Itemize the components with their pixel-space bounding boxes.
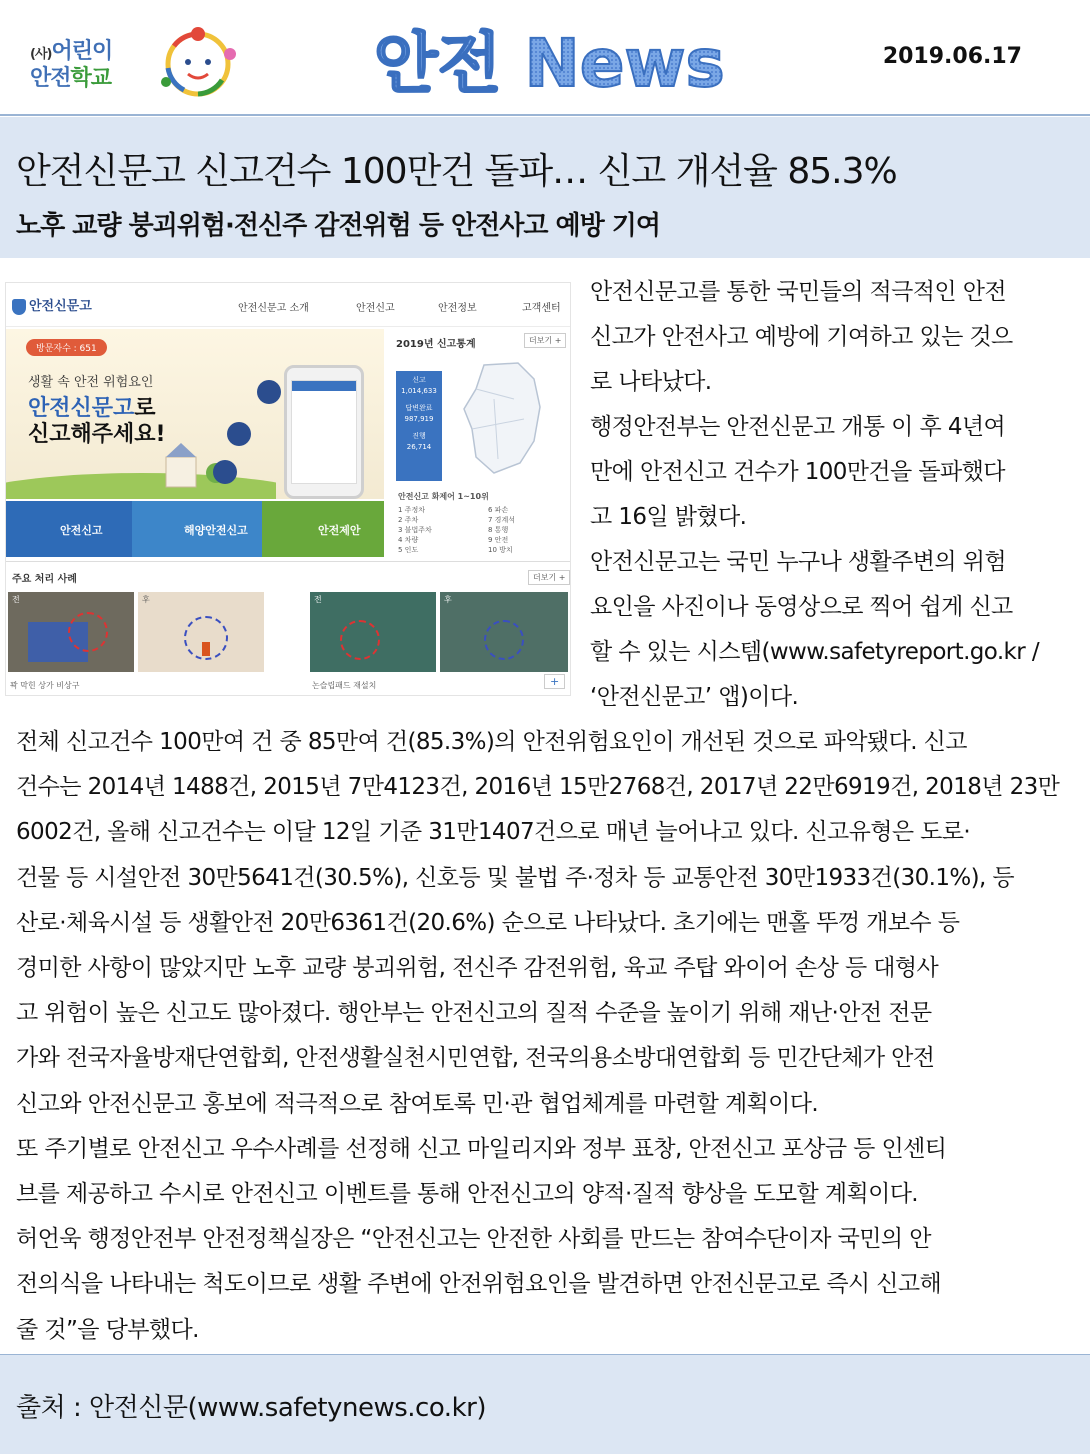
site-menu-about: 안전신문고 소개 — [238, 303, 309, 314]
intro-line: 고 16일 밝혔다. — [590, 504, 747, 530]
hazard-icon-3 — [226, 421, 252, 447]
headline: 안전신문고 신고건수 100만건 돌파… 신고 개선율 85.3% — [16, 151, 897, 192]
site-logo: 안전신문고 — [12, 295, 92, 315]
stats-more-button: 더보기 + — [524, 333, 566, 348]
logo-prefix: (사) — [30, 47, 52, 62]
body-paragraph — [16, 720, 1080, 1353]
korea-map-icon — [454, 359, 550, 479]
intro-line: 할 수 있는 시스템(www.safetyreport.go.kr / — [590, 639, 1039, 665]
report-button: 안전신고 — [6, 501, 132, 557]
intro-line: 로 나타났다. — [590, 369, 712, 395]
phone-illustration — [284, 365, 364, 499]
case-2-caption: 논슬립패드 재설치 — [312, 681, 377, 690]
case-1-after-photo: 후 — [138, 592, 264, 672]
masthead-title — [370, 14, 730, 104]
body-line: 6002건, 올해 신고건수는 이달 12일 기준 31만1407건으로 매년 늘어나고 있다. 신고유형은 도로· — [16, 819, 971, 846]
body-line: 브를 제공하고 수시로 안전신고 이벤트를 통해 안전신고의 양적·질적 향상을 도모할 계획이다. — [16, 1181, 919, 1208]
org-logo — [30, 24, 250, 100]
title-band — [0, 117, 1090, 258]
body-line: 전체 신고건수 100만여 건 중 85만여 건(85.3%)의 안전위험요인이 개선된 것으로 파악됐다. 신고 — [16, 729, 967, 755]
body-line: 신고와 안전신문고 홍보에 적극적으로 참여토록 민·관 협업체계를 마련할 계획이다. — [16, 1090, 819, 1117]
intro-line: 요인을 사진이나 동영상으로 찍어 쉽게 신고 — [590, 594, 1013, 620]
hazard-icon-2 — [212, 459, 238, 485]
site-action-buttons — [6, 501, 384, 557]
intro-line: 행정안전부는 안전신문고 개통 이 후 4년여 — [590, 414, 1006, 440]
banner-small-text: 생활 속 안전 위험요인 — [28, 375, 154, 390]
logo-line2-a: 안전 — [30, 66, 71, 91]
safety-report-site-screenshot — [5, 282, 571, 696]
marine-report-button: 해양안전신고 — [132, 501, 262, 557]
body-line: 허언욱 행정안전부 안전정책실장은 “안전신고는 안전한 사회를 만드는 참여수단이자 국민의 안 — [16, 1226, 931, 1253]
subheadline: 노후 교량 붕괴위험·전신주 감전위험 등 안전사고 예방 기여 — [16, 211, 661, 241]
intro-line: 안전신문고를 통한 국민들의 적극적인 안전 — [590, 279, 1006, 305]
masthead-text: 안전 News — [374, 25, 725, 102]
site-menu-info: 안전정보 — [438, 303, 477, 314]
logo-line2-b: 학교 — [70, 66, 112, 91]
case-1-before-photo: 전 — [8, 592, 134, 672]
body-line: 줄 것”을 당부했다. — [16, 1316, 199, 1343]
cases-section — [6, 561, 571, 696]
body-line: 전의식을 나타내는 척도이므로 생활 주변에 안전위험요인을 발견하면 안전신문고로 즉시 신고해 — [16, 1271, 942, 1298]
logo-line1: 어린이 — [51, 39, 113, 64]
stats-panel — [388, 329, 571, 485]
mascot-icon — [154, 24, 244, 100]
body-line: 경미한 사항이 많았지만 노후 교량 붕괴위험, 전신주 감전위험, 육교 주탑 와이어 손상 등 대형사 — [16, 955, 939, 982]
site-banner — [6, 329, 384, 499]
banner-big-text-1: 안전신문고로 — [28, 396, 156, 421]
case-2-after-photo: 후 — [440, 592, 568, 672]
suggestion-button: 안전제안 — [262, 501, 384, 557]
site-menu-report: 안전신고 — [356, 303, 395, 314]
hazard-icon-1 — [256, 379, 282, 405]
intro-line: ‘안전신문고’ 앱)이다. — [590, 684, 799, 710]
intro-line: 신고가 안전사고 예방에 기여하고 있는 것으 — [590, 324, 1013, 350]
case-1-caption: 꽉 막힌 상가 비상구 — [10, 681, 80, 690]
intro-line: 안전신문고는 국민 누구나 생활주변의 위험 — [590, 549, 1006, 575]
site-nav — [6, 283, 571, 327]
site-menu-support: 고객센터 — [522, 303, 561, 314]
case-2-before-photo: 전 — [310, 592, 436, 672]
body-line: 또 주기별로 안전신고 우수사례를 선정해 신고 마일리지와 정부 표창, 안전신고 포상금 등 인센티 — [16, 1135, 947, 1162]
stats-title: 2019년 신고통계 — [396, 339, 476, 350]
stats-box: 신고 1,014,633 답변완료 987,919 진행 26,714 — [396, 371, 442, 481]
banner-big-text-2: 신고해주세요! — [28, 422, 166, 447]
source-credit: 출처 : 안전신문(www.safetynews.co.kr) — [16, 1393, 486, 1423]
intro-line: 만에 안전신고 건수가 100만건을 돌파했다 — [590, 459, 1005, 485]
cases-more-button: 더보기 + — [528, 570, 570, 585]
body-line: 건물 등 시설안전 30만5641건(30.5%), 신호등 및 불법 주·정차 등 교통안전 30만1933건(30.1%), 등 — [16, 864, 1015, 891]
header — [0, 0, 1090, 116]
body-line: 가와 전국자율방재단연합회, 안전생활실천시민연합, 전국의용소방대연합회 등 민간단체가 안전 — [16, 1045, 935, 1072]
footer-band — [0, 1354, 1090, 1454]
keyword-ranking: 안전신고 화제어 1~10위 1 주정차 2 주차 3 불법주차 4 차량 5 인도 6 파손 7 경계석 8 통행 9 안전 10 방치 — [398, 492, 515, 554]
body-line: 산로·체육시설 등 생활안전 20만6361건(20.6%) 순으로 나타났다. 초기에는 맨홀 뚜껑 개보수 등 — [16, 909, 960, 936]
cases-title: 주요 처리 사례 — [12, 574, 77, 585]
visitor-count: 방문자수 : 651 — [26, 339, 107, 356]
plus-icon: + — [544, 674, 565, 689]
shield-icon — [12, 299, 26, 315]
body-line: 고 위험이 높은 신고도 많아졌다. 행안부는 안전신고의 질적 수준을 높이기 위해 재난·안전 전문 — [16, 1000, 932, 1027]
intro-paragraph — [590, 270, 1080, 720]
issue-date: 2019.06.17 — [882, 44, 1022, 69]
body-line: 건수는 2014년 1488건, 2015년 7만4123건, 2016년 15만2768건, 2017년 22만6919건, 2018년 23만 — [16, 774, 1060, 801]
